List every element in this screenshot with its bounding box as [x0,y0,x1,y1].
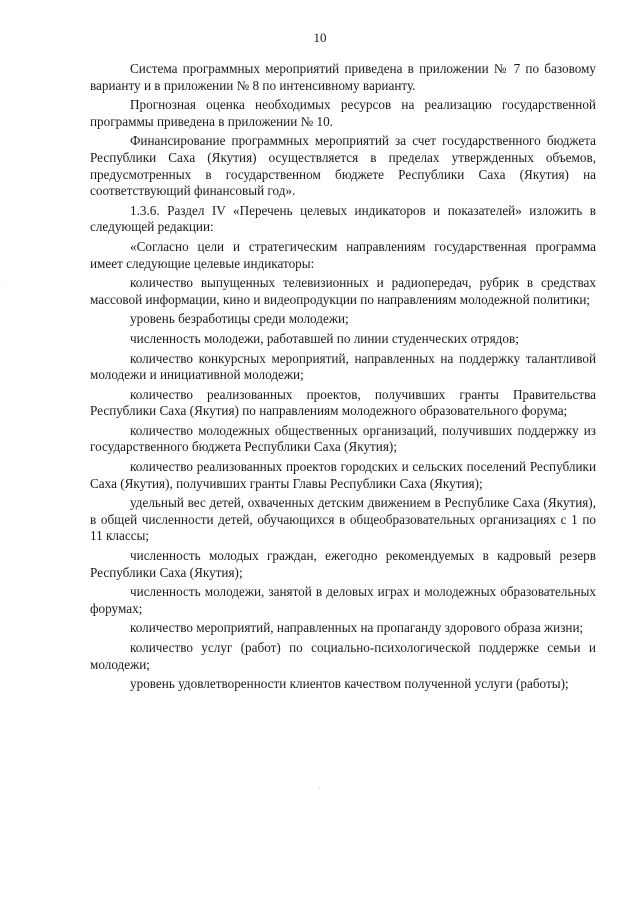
list-item-forum-grants: количество реализованных проектов, получивших гранты Правительства Республики Саха (Якутия) по направлениям молодежного образовательного форума; [90,386,596,419]
paragraph-indicators-intro: «Согласно цели и стратегическим направлениям государственная программа имеет следующие целевые индикаторы: [90,238,596,271]
list-item-student-brigades: численность молодежи, работавшей по линии студенческих отрядов; [130,330,519,346]
paragraph-section-iv: 1.3.6. Раздел IV «Перечень целевых индикаторов и показателей» изложить в следующей редакции: [90,202,596,235]
list-item-settlement-grants: количество реализованных проектов городских и сельских поселений Республики Саха (Якутия), получивших гранты Главы Республики Саха (Якутия); [90,459,596,491]
list-item-children-movement: удельный вес детей, охваченных детским движением в Республике Саха (Якутия), в общей численности детей, обучающихся в общеобразовательных организациях с 1 по 11 классы; [90,495,596,544]
document-body [90,61,596,693]
page-number: 10 [313,30,327,45]
scan-speck [5,283,6,284]
list-item-talent-contests: количество конкурсных мероприятий, направленных на поддержку талантливой молодежи и инициативной молодежи; [90,350,596,383]
scan-speck [319,787,320,788]
list-item-media-output: количество выпущенных телевизионных и радиопередач, рубрик в средствах массовой информации, кино и видеопродукции по направлениям молодежной политики; [90,275,596,307]
list-item-business-games: численность молодежи, занятой в деловых играх и молодежных образовательных форумах; [90,584,596,616]
paragraph-financing: Финансирование программных мероприятий за счет государственного бюджета Республики Саха (Якутия) осуществляется в пределах утвержденных объемов, предусмотренных в государственном бюджете Республики Саха (Якутия) на соответствующий финансовый год». [90,133,596,199]
list-item-psych-support: количество услуг (работ) по социально-психологической поддержке семьи и молодежи; [90,640,596,672]
list-item-youth-organizations: количество молодежных общественных организаций, получивших поддержку из государственного бюджета Республики Саха (Якутия); [90,422,596,455]
list-item-healthy-lifestyle: количество мероприятий, направленных на пропаганду здорового образа жизни; [130,620,584,636]
list-item-personnel-reserve: численность молодых граждан, ежегодно рекомендуемых в кадровый резерв Республики Саха (Якутия); [90,548,596,580]
list-item-client-satisfaction: уровень удовлетворенности клиентов качеством полученной услуги (работы); [130,676,569,692]
paragraph-appendix-programs: Система программных мероприятий приведена в приложении № 7 по базовому варианту и в приложении № 8 по интенсивному варианту. [90,61,596,93]
list-item-youth-unemployment: уровень безработицы среди молодежи; [130,311,349,327]
paragraph-resource-estimate: Прогнозная оценка необходимых ресурсов на реализацию государственной программы приведена в приложении № 10. [90,97,596,129]
